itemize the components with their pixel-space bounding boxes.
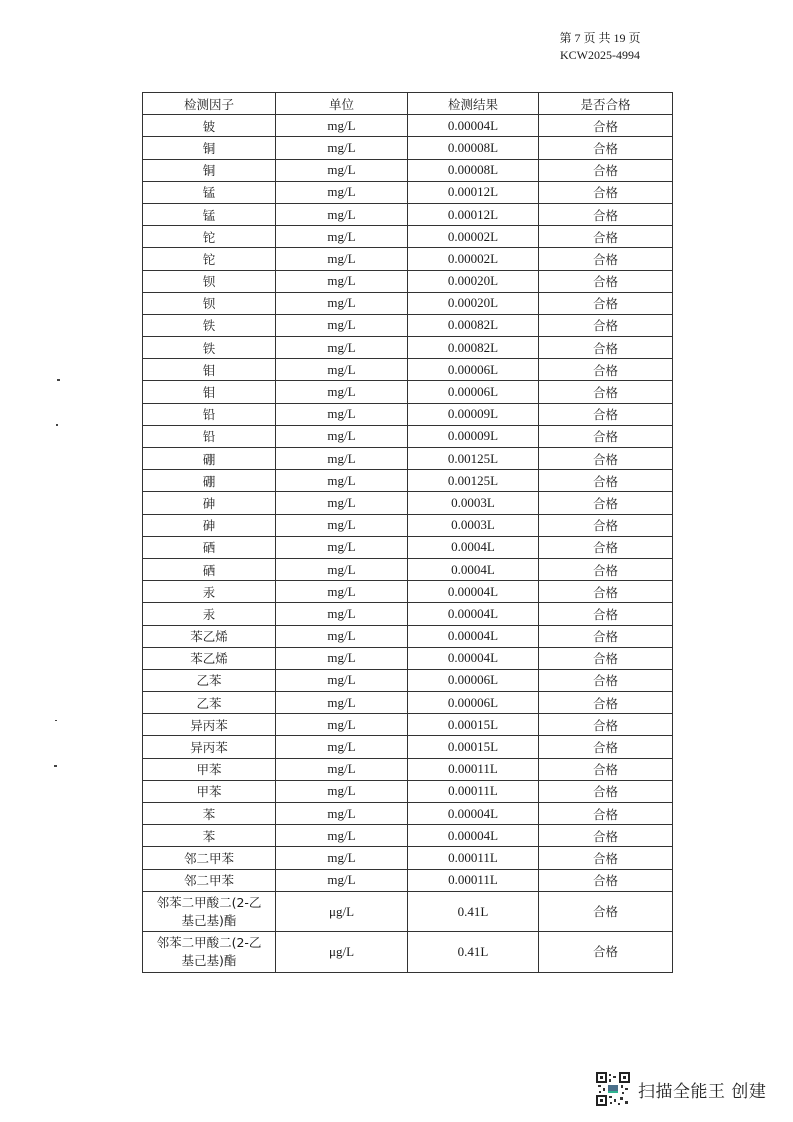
cell-result: 0.00004L (408, 625, 539, 647)
cell-verdict: 合格 (539, 647, 673, 669)
cell-factor: 钡 (143, 270, 276, 292)
cell-unit: mg/L (276, 159, 408, 181)
cell-factor: 甲苯 (143, 780, 276, 802)
table-row (143, 736, 673, 758)
table-row (143, 758, 673, 780)
cell-factor: 甲苯 (143, 758, 276, 780)
cell-unit: mg/L (276, 692, 408, 714)
cell-verdict: 合格 (539, 692, 673, 714)
cell-verdict: 合格 (539, 359, 673, 381)
cell-factor: 硒 (143, 558, 276, 580)
table-row (143, 137, 673, 159)
cell-verdict: 合格 (539, 803, 673, 825)
cell-result: 0.00006L (408, 359, 539, 381)
cell-unit: mg/L (276, 847, 408, 869)
column-header-unit: 单位 (276, 93, 408, 115)
report-number: KCW2025-4994 (560, 48, 640, 62)
cell-result: 0.00125L (408, 470, 539, 492)
cell-factor-line: 邻苯二甲酸二(2-乙 (156, 894, 262, 910)
scan-speck (56, 424, 58, 426)
cell-verdict: 合格 (539, 932, 673, 973)
cell-unit: mg/L (276, 403, 408, 425)
table-row (143, 203, 673, 225)
cell-unit: mg/L (276, 558, 408, 580)
table-row (143, 425, 673, 447)
cell-result: 0.0003L (408, 492, 539, 514)
cell-unit: mg/L (276, 470, 408, 492)
cell-factor: 苯乙烯 (143, 647, 276, 669)
scan-speck (54, 765, 57, 767)
column-header-result: 检测结果 (408, 93, 539, 115)
qr-code-icon (596, 1072, 630, 1106)
cell-factor: 邻二甲苯 (143, 847, 276, 869)
cell-result: 0.00011L (408, 758, 539, 780)
cell-factor: 异丙苯 (143, 714, 276, 736)
cell-verdict: 合格 (539, 203, 673, 225)
cell-unit: mg/L (276, 314, 408, 336)
cell-result: 0.0004L (408, 558, 539, 580)
table-body (143, 115, 673, 973)
cell-unit: mg/L (276, 270, 408, 292)
cell-result: 0.00004L (408, 825, 539, 847)
cell-result: 0.00012L (408, 181, 539, 203)
cell-factor: 汞 (143, 603, 276, 625)
cell-factor: 铁 (143, 314, 276, 336)
results-table (142, 92, 673, 973)
page-header (540, 30, 660, 64)
cell-verdict: 合格 (539, 492, 673, 514)
cell-verdict: 合格 (539, 825, 673, 847)
cell-result: 0.00008L (408, 159, 539, 181)
table-row (143, 115, 673, 137)
scan-speck (57, 379, 60, 381)
cell-factor: 苯 (143, 803, 276, 825)
cell-factor: 铍 (143, 115, 276, 137)
cell-factor: 邻二甲苯 (143, 869, 276, 891)
cell-factor: 硼 (143, 448, 276, 470)
cell-factor: 铊 (143, 226, 276, 248)
cell-result: 0.00125L (408, 448, 539, 470)
table-row (143, 403, 673, 425)
cell-verdict: 合格 (539, 558, 673, 580)
cell-factor: 铜 (143, 137, 276, 159)
cell-unit: mg/L (276, 869, 408, 891)
cell-verdict: 合格 (539, 758, 673, 780)
cell-factor: 乙苯 (143, 669, 276, 691)
cell-unit: mg/L (276, 514, 408, 536)
cell-verdict: 合格 (539, 270, 673, 292)
cell-result: 0.00004L (408, 603, 539, 625)
cell-result: 0.00004L (408, 581, 539, 603)
cell-result: 0.0003L (408, 514, 539, 536)
cell-unit: mg/L (276, 825, 408, 847)
cell-verdict: 合格 (539, 115, 673, 137)
cell-verdict: 合格 (539, 780, 673, 802)
scanner-label: 扫描全能王 创建 (638, 1081, 767, 1102)
scan-speck (55, 720, 57, 721)
cell-unit: mg/L (276, 492, 408, 514)
table-row (143, 780, 673, 802)
cell-result: 0.00006L (408, 381, 539, 403)
table-row (143, 314, 673, 336)
cell-unit: mg/L (276, 137, 408, 159)
table-row (143, 932, 673, 973)
cell-result: 0.00009L (408, 403, 539, 425)
cell-unit: mg/L (276, 448, 408, 470)
cell-verdict: 合格 (539, 159, 673, 181)
scanner-watermark (596, 1072, 766, 1106)
cell-factor: 铜 (143, 159, 276, 181)
cell-unit: mg/L (276, 536, 408, 558)
table-row (143, 714, 673, 736)
cell-result: 0.00004L (408, 115, 539, 137)
cell-verdict: 合格 (539, 470, 673, 492)
table-row (143, 448, 673, 470)
cell-verdict: 合格 (539, 891, 673, 932)
table-row (143, 803, 673, 825)
cell-unit: mg/L (276, 581, 408, 603)
cell-verdict: 合格 (539, 536, 673, 558)
cell-result: 0.00082L (408, 314, 539, 336)
table-row (143, 625, 673, 647)
cell-verdict: 合格 (539, 714, 673, 736)
cell-verdict: 合格 (539, 514, 673, 536)
table-row (143, 492, 673, 514)
cell-unit: mg/L (276, 425, 408, 447)
table-row (143, 292, 673, 314)
cell-unit: mg/L (276, 203, 408, 225)
cell-result: 0.00008L (408, 137, 539, 159)
table-row (143, 359, 673, 381)
cell-verdict: 合格 (539, 381, 673, 403)
cell-unit: mg/L (276, 115, 408, 137)
cell-factor: 铅 (143, 425, 276, 447)
table-header-row (143, 93, 673, 115)
cell-unit: mg/L (276, 736, 408, 758)
column-header-factor: 检测因子 (143, 93, 276, 115)
cell-unit: mg/L (276, 780, 408, 802)
cell-unit: mg/L (276, 758, 408, 780)
cell-unit: μg/L (276, 891, 408, 932)
cell-verdict: 合格 (539, 625, 673, 647)
cell-verdict: 合格 (539, 603, 673, 625)
table-row (143, 891, 673, 932)
cell-verdict: 合格 (539, 137, 673, 159)
cell-unit: mg/L (276, 625, 408, 647)
cell-verdict: 合格 (539, 669, 673, 691)
cell-unit: mg/L (276, 714, 408, 736)
cell-factor (143, 932, 276, 973)
table-row (143, 647, 673, 669)
cell-factor: 硼 (143, 470, 276, 492)
cell-result: 0.00006L (408, 692, 539, 714)
cell-result: 0.00011L (408, 780, 539, 802)
cell-unit: mg/L (276, 669, 408, 691)
cell-verdict: 合格 (539, 581, 673, 603)
cell-verdict: 合格 (539, 314, 673, 336)
table-row (143, 248, 673, 270)
cell-verdict: 合格 (539, 226, 673, 248)
table-row (143, 536, 673, 558)
table-row (143, 181, 673, 203)
table-row (143, 847, 673, 869)
cell-result: 0.41L (408, 891, 539, 932)
cell-factor: 锰 (143, 181, 276, 203)
cell-result: 0.00004L (408, 647, 539, 669)
cell-factor: 异丙苯 (143, 736, 276, 758)
table-row (143, 470, 673, 492)
cell-factor: 铊 (143, 248, 276, 270)
cell-unit: mg/L (276, 381, 408, 403)
cell-result: 0.00082L (408, 337, 539, 359)
table-row (143, 159, 673, 181)
column-header-verdict: 是否合格 (539, 93, 673, 115)
cell-verdict: 合格 (539, 847, 673, 869)
cell-verdict: 合格 (539, 181, 673, 203)
cell-factor: 砷 (143, 492, 276, 514)
cell-factor-line: 基己基)酯 (181, 912, 237, 928)
cell-factor: 锰 (143, 203, 276, 225)
cell-verdict: 合格 (539, 248, 673, 270)
cell-result: 0.00002L (408, 248, 539, 270)
cell-verdict: 合格 (539, 425, 673, 447)
cell-verdict: 合格 (539, 337, 673, 359)
cell-result: 0.00011L (408, 847, 539, 869)
table-row (143, 270, 673, 292)
table-row (143, 669, 673, 691)
cell-factor: 铁 (143, 337, 276, 359)
cell-unit: μg/L (276, 932, 408, 973)
cell-factor: 硒 (143, 536, 276, 558)
table-row (143, 337, 673, 359)
cell-unit: mg/L (276, 248, 408, 270)
cell-result: 0.00009L (408, 425, 539, 447)
cell-factor (143, 891, 276, 932)
cell-factor: 砷 (143, 514, 276, 536)
cell-result: 0.00015L (408, 736, 539, 758)
cell-factor: 钡 (143, 292, 276, 314)
table-row (143, 581, 673, 603)
cell-factor: 汞 (143, 581, 276, 603)
cell-unit: mg/L (276, 603, 408, 625)
table-row (143, 558, 673, 580)
cell-unit: mg/L (276, 647, 408, 669)
cell-verdict: 合格 (539, 292, 673, 314)
table-row (143, 825, 673, 847)
cell-unit: mg/L (276, 292, 408, 314)
table-row (143, 603, 673, 625)
cell-unit: mg/L (276, 181, 408, 203)
cell-result: 0.00012L (408, 203, 539, 225)
cell-result: 0.41L (408, 932, 539, 973)
table-row (143, 381, 673, 403)
cell-unit: mg/L (276, 359, 408, 381)
cell-result: 0.00020L (408, 270, 539, 292)
cell-result: 0.00006L (408, 669, 539, 691)
cell-unit: mg/L (276, 803, 408, 825)
cell-factor-line: 邻苯二甲酸二(2-乙 (156, 935, 262, 950)
table-row (143, 226, 673, 248)
cell-result: 0.00002L (408, 226, 539, 248)
cell-factor: 钼 (143, 381, 276, 403)
cell-verdict: 合格 (539, 736, 673, 758)
page-number: 第 7 页 共 19 页 (559, 31, 641, 45)
table-row (143, 869, 673, 891)
cell-result: 0.00011L (408, 869, 539, 891)
cell-result: 0.00020L (408, 292, 539, 314)
table-row (143, 514, 673, 536)
cell-verdict: 合格 (539, 403, 673, 425)
cell-result: 0.00015L (408, 714, 539, 736)
cell-factor: 苯乙烯 (143, 625, 276, 647)
cell-result: 0.0004L (408, 536, 539, 558)
table-row (143, 692, 673, 714)
cell-verdict: 合格 (539, 869, 673, 891)
cell-unit: mg/L (276, 226, 408, 248)
cell-factor: 苯 (143, 825, 276, 847)
cell-factor: 铅 (143, 403, 276, 425)
cell-verdict: 合格 (539, 448, 673, 470)
cell-unit: mg/L (276, 337, 408, 359)
cell-factor: 钼 (143, 359, 276, 381)
cell-factor-line: 基己基)酯 (181, 953, 237, 968)
cell-factor: 乙苯 (143, 692, 276, 714)
cell-result: 0.00004L (408, 803, 539, 825)
